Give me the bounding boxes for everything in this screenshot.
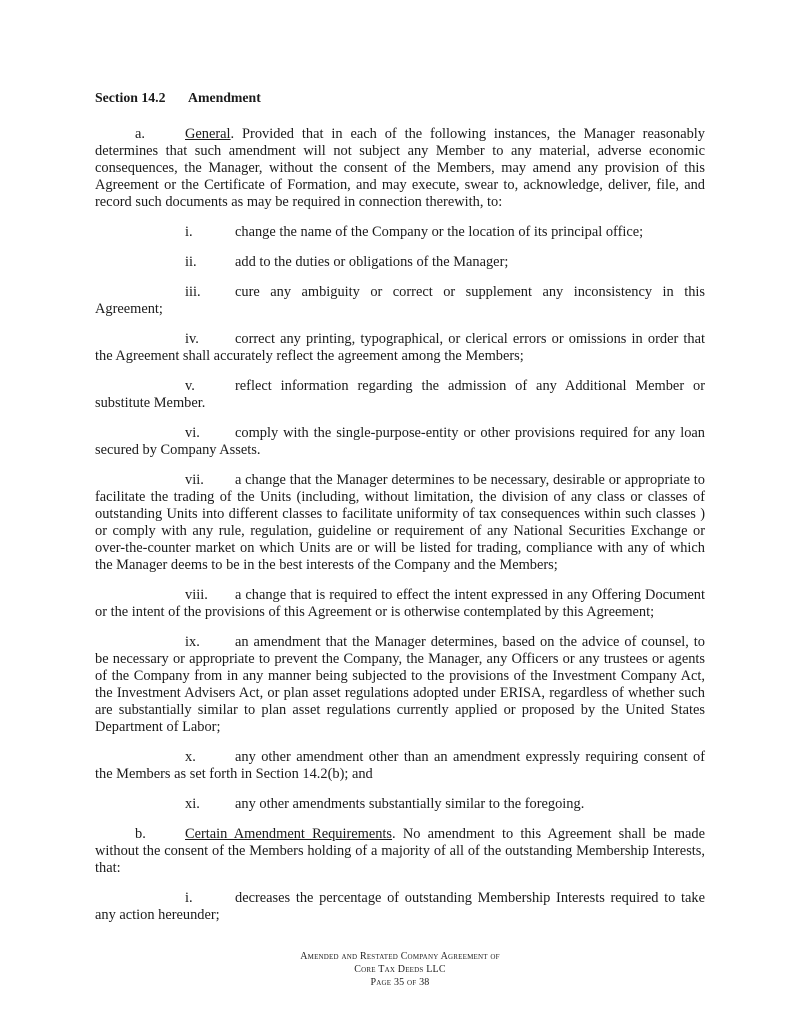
item-x-number: x. <box>185 749 196 765</box>
item-b-i-number: i. <box>185 890 193 906</box>
item-i-text: change the name of the Company or the location of its principal office; <box>235 224 644 240</box>
footer-company-name: Core Tax Deeds LLC <box>354 964 446 975</box>
paragraph-a-text: . Provided that in each of the following instances, the Manager reasonably determines that such amendment will not subject any Member to any material, adverse economic consequences, the Manager, without the consent of the Members, may amend any provision of this Agreement or the Certificate of Formation, and may execute, swear to, acknowledge, deliver, file, and record such documents as may be required in connection therewith, to: <box>95 126 705 210</box>
item-xi-text: any other amendments substantially similar to the foregoing. <box>235 796 585 812</box>
item-vi-text: comply with the single-purpose-entity or other provisions required for any loan secured by Company Assets. <box>95 425 705 458</box>
item-vii-number: vii. <box>185 472 204 488</box>
footer-page-number: Page 35 of 38 <box>370 977 430 988</box>
list-item-iii <box>95 284 705 318</box>
item-i-number: i. <box>185 224 193 240</box>
page-footer <box>0 950 800 989</box>
list-item-ii <box>95 254 705 271</box>
item-viii-number: viii. <box>185 587 208 603</box>
section-title: Amendment <box>188 90 261 105</box>
item-v-number: v. <box>185 378 195 394</box>
item-vi-number: vi. <box>185 425 200 441</box>
item-ix-text: an amendment that the Manager determines, based on the advice of counsel, to be necessary or appropriate to prevent the Company, the Manager, any Officers or any trustees or agents of the Company from in any manner being subjected to the provisions of the Investment Company Act, the Investment Advisers Act, or plan asset regulations adopted under ERISA, regardless of whether such are substantially similar to plan asset regulations currently applied or proposed by the United States Department of Labor; <box>95 634 705 735</box>
item-v-text: reflect information regarding the admission of any Additional Member or substitute Member. <box>95 378 705 411</box>
list-item-vi <box>95 425 705 459</box>
paragraph-a-label: a. <box>135 126 145 142</box>
list-item-b-i <box>95 890 705 924</box>
item-vii-text: a change that the Manager determines to be necessary, desirable or appropriate to facilitate the trading of the Units (including, without limitation, the division of any class or classes of outstanding Units into different classes to facilitate uniformity of tax consequences within such classes ) or comply with any rule, regulation, guideline or requirement of any National Securities Exchange or over-the-counter market on which Units are or will be listed for trading, compliance with any of which the Manager deems to be in the best interests of the Company and the Members; <box>95 472 705 573</box>
item-iii-text: cure any ambiguity or correct or supplement any inconsistency in this Agreement; <box>95 284 705 317</box>
paragraph-a <box>95 126 705 211</box>
list-item-iv <box>95 331 705 365</box>
item-iv-text: correct any printing, typographical, or clerical errors or omissions in order that the Agreement shall accurately reflect the agreement among the Members; <box>95 331 705 364</box>
paragraph-b-text: . No amendment to this Agreement shall be made without the consent of the Members holding of a majority of all of the outstanding Membership Interests, that: <box>95 826 705 876</box>
paragraph-a-lead: General <box>185 126 231 142</box>
item-ii-text: add to the duties or obligations of the Manager; <box>235 254 509 270</box>
item-iii-number: iii. <box>185 284 201 300</box>
paragraph-b-lead: Certain Amendment Requirements <box>185 826 393 842</box>
item-viii-text: a change that is required to effect the intent expressed in any Offering Document or the intent of the provisions of this Agreement or is otherwise contemplated by this Agreement; <box>95 587 705 620</box>
item-iv-number: iv. <box>185 331 199 347</box>
list-item-x <box>95 749 705 783</box>
footer-agreement-title: Amended and Restated Company Agreement of <box>300 951 500 962</box>
list-item-i <box>95 224 705 241</box>
item-ix-number: ix. <box>185 634 200 650</box>
item-x-text: any other amendment other than an amendment expressly requiring consent of the Members as set forth in Section 14.2(b); and <box>95 749 705 782</box>
item-ii-number: ii. <box>185 254 197 270</box>
item-b-i-text: decreases the percentage of outstanding Membership Interests required to take any action hereunder; <box>95 890 705 923</box>
section-number: Section 14.2 <box>95 90 166 105</box>
list-item-viii <box>95 587 705 621</box>
paragraph-b-label: b. <box>135 826 146 842</box>
list-item-vii <box>95 472 705 574</box>
list-item-xi <box>95 796 705 813</box>
paragraph-b <box>95 826 705 877</box>
list-item-ix <box>95 634 705 736</box>
list-item-v <box>95 378 705 412</box>
section-heading <box>95 89 705 106</box>
item-xi-number: xi. <box>185 796 200 812</box>
